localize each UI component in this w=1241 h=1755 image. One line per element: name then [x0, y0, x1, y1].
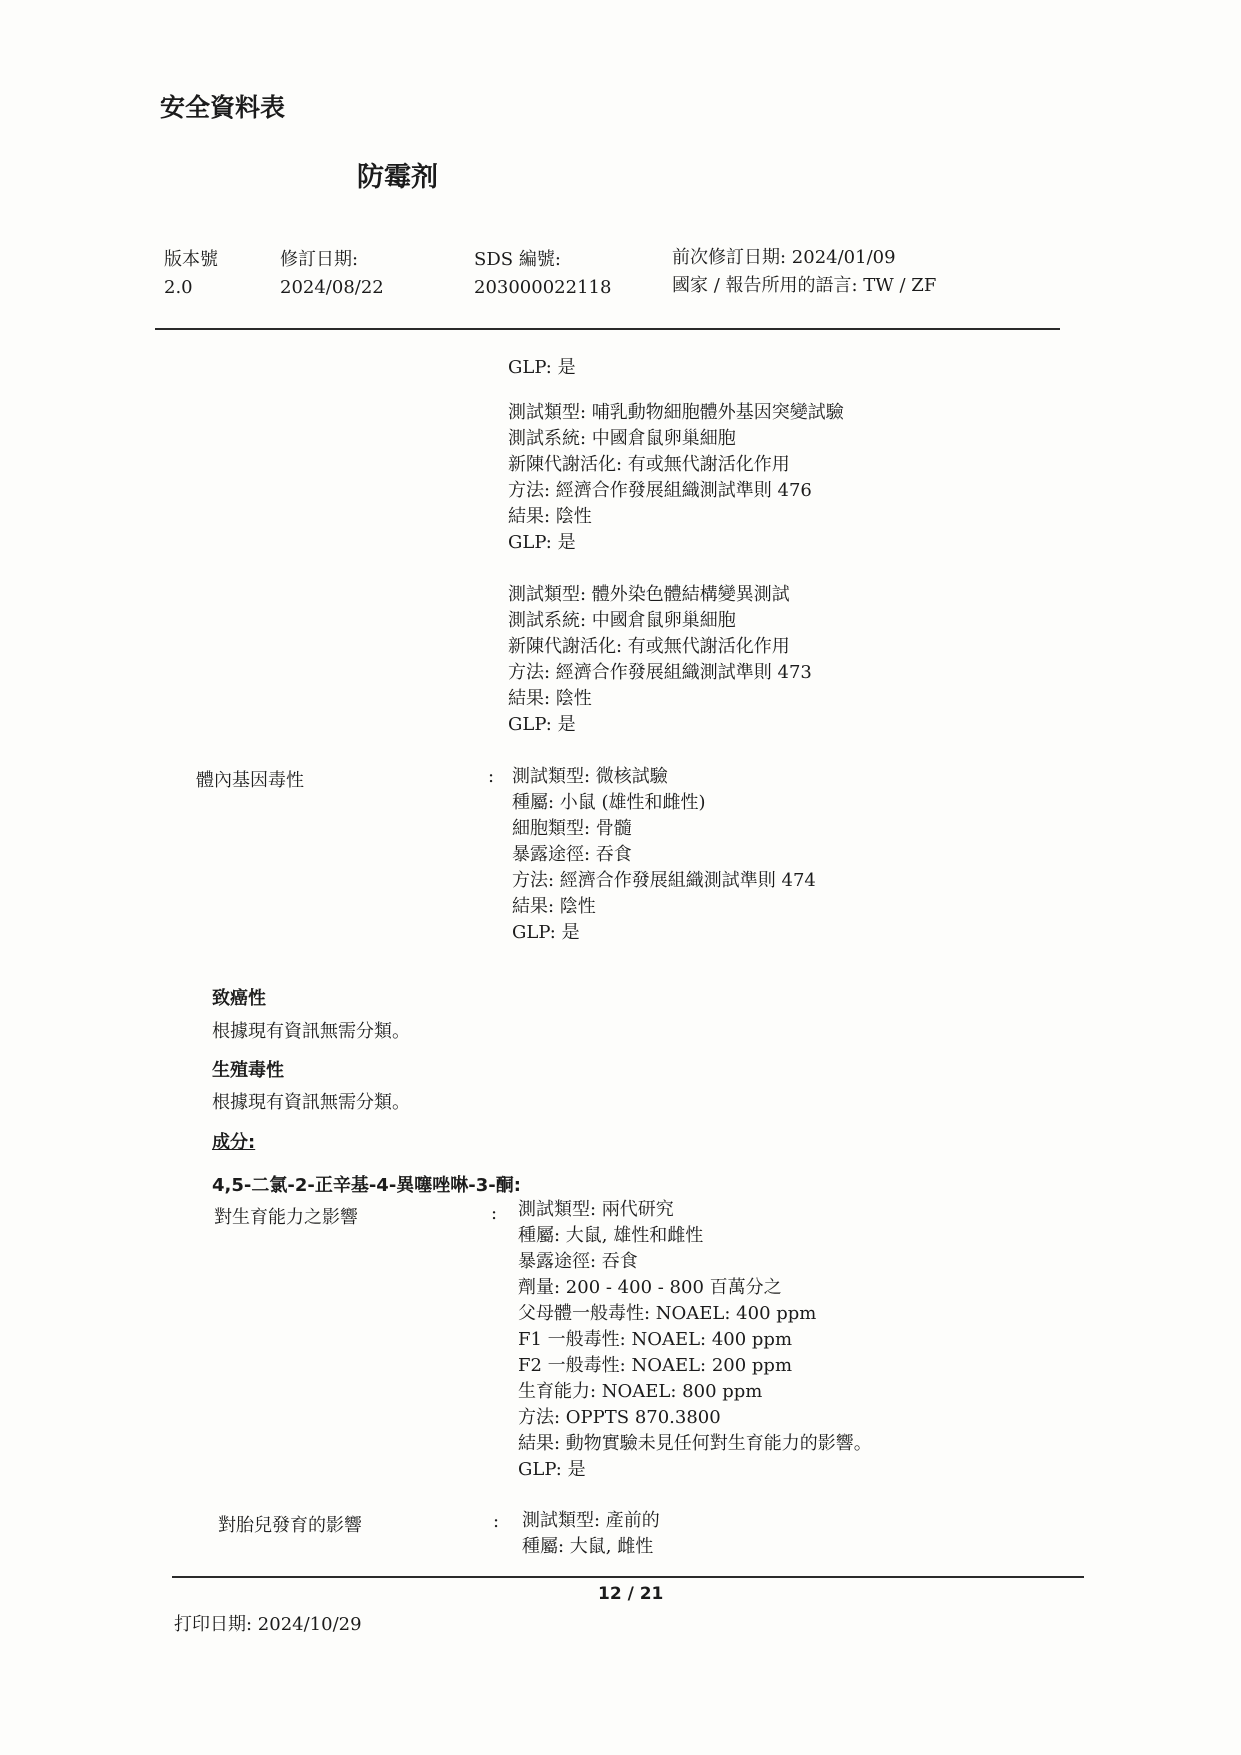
detail-line: 方法: 經濟合作發展組織測試準則 473 — [508, 662, 812, 683]
detail-line: 生育能力: NOAEL: 800 ppm — [518, 1381, 763, 1402]
detail-line: 新陳代謝活化: 有或無代謝活化作用 — [508, 454, 790, 475]
fetal-development-label: 對胎兒發育的影響 — [218, 1515, 362, 1536]
detail-line: 結果: 陰性 — [512, 896, 596, 917]
revision-date-label: 修訂日期: — [280, 249, 359, 270]
revision-date-value: 2024/08/22 — [280, 277, 384, 298]
sds-number-value: 203000022118 — [474, 277, 612, 298]
detail-line: 測試類型: 兩代研究 — [518, 1199, 674, 1220]
fertility-effects-block — [518, 1197, 872, 1483]
detail-line: 測試類型: 產前的 — [522, 1510, 660, 1531]
detail-line: 測試系統: 中國倉鼠卵巢細胞 — [508, 428, 736, 449]
header-divider — [155, 328, 1060, 330]
detail-line: 測試類型: 微核試驗 — [512, 766, 668, 787]
detail-line: 暴露途徑: 吞食 — [512, 844, 632, 865]
detail-line: 測試類型: 體外染色體結構變異測試 — [508, 584, 790, 605]
detail-line: 結果: 動物實驗未見任何對生育能力的影響。 — [518, 1433, 872, 1454]
field-colon: : — [491, 1203, 498, 1224]
detail-line: 細胞類型: 骨髓 — [512, 818, 632, 839]
detail-line: F1 一般毒性: NOAEL: 400 ppm — [518, 1329, 793, 1350]
detail-line: 種屬: 大鼠, 雌性 — [522, 1536, 654, 1557]
detail-line: 方法: 經濟合作發展組織測試準則 474 — [512, 870, 816, 891]
reproductive-toxicity-heading: 生殖毒性 — [212, 1060, 284, 1081]
detail-line: 結果: 陰性 — [508, 688, 592, 709]
component-name: 4,5-二氯-2-正辛基-4-異噻唑啉-3-酮: — [212, 1175, 521, 1196]
components-heading: 成分: — [212, 1132, 256, 1153]
detail-line: 劑量: 200 - 400 - 800 百萬分之 — [518, 1277, 782, 1298]
in-vivo-genotoxicity-block — [512, 764, 816, 946]
reproductive-toxicity-text: 根據現有資訊無需分類。 — [212, 1092, 410, 1113]
version-label: 版本號 — [164, 249, 218, 270]
detail-line: 暴露途徑: 吞食 — [518, 1251, 638, 1272]
print-date: 打印日期: 2024/10/29 — [174, 1614, 362, 1635]
glp-line-top: GLP: 是 — [508, 357, 576, 378]
carcinogenicity-text: 根據現有資訊無需分類。 — [212, 1021, 410, 1042]
field-colon: : — [493, 1511, 500, 1532]
detail-line: 方法: OPPTS 870.3800 — [518, 1407, 721, 1428]
detail-line: GLP: 是 — [512, 922, 580, 943]
page-number: 12 / 21 — [598, 1584, 664, 1604]
detail-line: 父母體一般毒性: NOAEL: 400 ppm — [518, 1303, 817, 1324]
detail-line: GLP: 是 — [518, 1459, 586, 1480]
detail-line: 種屬: 大鼠, 雄性和雌性 — [518, 1225, 704, 1246]
detail-line: 測試系統: 中國倉鼠卵巢細胞 — [508, 610, 736, 631]
sds-number-label: SDS 編號: — [474, 249, 561, 270]
detail-line: GLP: 是 — [508, 714, 576, 735]
carcinogenicity-heading: 致癌性 — [212, 988, 266, 1009]
fertility-effects-label: 對生育能力之影響 — [214, 1207, 358, 1228]
product-name: 防霉剂 — [357, 162, 438, 193]
mammalian-gene-mutation-block — [508, 400, 844, 556]
detail-line: 新陳代謝活化: 有或無代謝活化作用 — [508, 636, 790, 657]
version-value: 2.0 — [164, 277, 193, 298]
fetal-development-block — [522, 1508, 660, 1560]
detail-line: 結果: 陰性 — [508, 506, 592, 527]
field-colon: : — [488, 766, 495, 787]
footer-divider — [172, 1576, 1084, 1578]
previous-revision-date: 前次修訂日期: 2024/01/09 — [672, 247, 896, 268]
document-title: 安全資料表 — [160, 93, 286, 122]
detail-line: 方法: 經濟合作發展組織測試準則 476 — [508, 480, 812, 501]
detail-line: 種屬: 小鼠 (雄性和雌性) — [512, 792, 706, 813]
country-language: 國家 / 報告所用的語言: TW / ZF — [672, 275, 937, 296]
in-vivo-genotoxicity-label: 體內基因毒性 — [196, 770, 304, 791]
detail-line: GLP: 是 — [508, 532, 576, 553]
detail-line: F2 一般毒性: NOAEL: 200 ppm — [518, 1355, 793, 1376]
chromosome-aberration-block — [508, 582, 812, 738]
detail-line: 測試類型: 哺乳動物細胞體外基因突變試驗 — [508, 402, 844, 423]
